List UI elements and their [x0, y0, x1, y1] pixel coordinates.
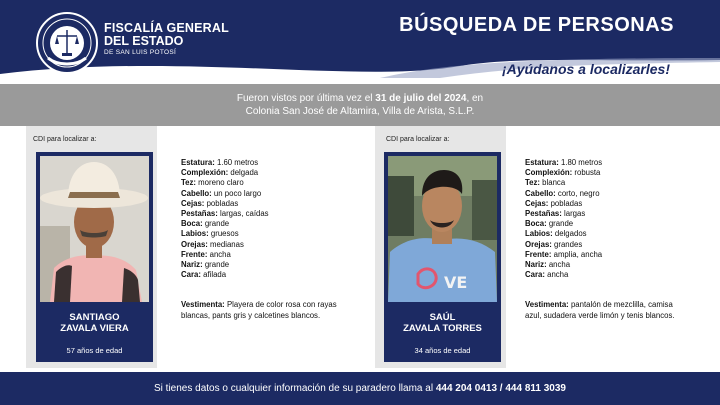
- trait-label: Cara:: [525, 270, 545, 280]
- person-name-1: [36, 312, 153, 334]
- svg-text:VE: VE: [444, 273, 468, 292]
- fiscalia-seal-logo: [36, 12, 98, 74]
- trait-value: robusta: [572, 168, 601, 178]
- trait-label: Pestañas:: [525, 209, 562, 219]
- trait-value: afilada: [200, 270, 227, 280]
- trait-label: Cabello:: [525, 188, 556, 198]
- person-age-1: 57 años de edad: [66, 346, 123, 355]
- trait-value: gruesos: [208, 229, 239, 239]
- trait-row: [181, 229, 269, 239]
- last-seen-date: 31 de julio del 2024: [375, 93, 467, 104]
- fiscalia-logo-text: [104, 22, 229, 57]
- trait-label: Complexión:: [181, 168, 229, 178]
- trait-value: 1.80 metros: [558, 158, 603, 167]
- trait-value: largas: [561, 209, 586, 219]
- trait-label: Frente:: [181, 249, 208, 259]
- trait-value: ancha: [207, 249, 231, 259]
- trait-label: Pestañas:: [181, 209, 218, 219]
- trait-row: [525, 219, 602, 229]
- trait-row: [181, 270, 269, 280]
- trait-row: [181, 240, 269, 250]
- person-traits-2: [525, 158, 602, 280]
- person-photo-1: [40, 156, 149, 302]
- trait-label: Orejas:: [525, 239, 552, 249]
- trait-label: Nariz:: [181, 260, 203, 270]
- trait-label: Cejas:: [181, 198, 205, 208]
- trait-label: Nariz:: [525, 260, 547, 270]
- cdi-label-2: CDI para localizar a:: [386, 136, 450, 143]
- seal-emblem-icon: [38, 14, 96, 72]
- logo-line-2: DEL ESTADO: [104, 34, 184, 48]
- tagline: ¡Ayúdanos a localizarles!: [501, 61, 670, 77]
- clothing-label: Vestimenta:: [181, 300, 225, 309]
- trait-row: [525, 270, 602, 280]
- trait-label: Frente:: [525, 249, 552, 259]
- trait-value: 1.60 metros: [214, 158, 259, 167]
- trait-value: blanca: [540, 178, 566, 188]
- last-seen-suffix: , en: [466, 93, 484, 104]
- trait-value: delgados: [552, 229, 587, 239]
- person-name-1-last: ZAVALA VIERA: [60, 323, 129, 334]
- last-seen-info: [0, 92, 720, 118]
- trait-value: pobladas: [204, 198, 239, 208]
- last-seen-location: Colonia San José de Altamira, Villa de Arista, S.L.P.: [245, 106, 475, 117]
- person-name-2-last: ZAVALA TORRES: [403, 323, 482, 334]
- trait-row: [525, 189, 602, 199]
- person-clothing-1: [181, 300, 337, 321]
- trait-value: delgada: [228, 168, 259, 178]
- clothing-line-2: azul, sudadera verde limón y tenis blancos.: [525, 310, 675, 320]
- trait-value: ancha: [544, 270, 569, 280]
- clothing-line-2: blancas, pants gris y calcetines blancos.: [181, 310, 321, 320]
- person-clothing-2: [525, 300, 675, 321]
- trait-row: [525, 209, 602, 219]
- trait-label: Boca:: [181, 219, 203, 229]
- trait-row: [181, 250, 269, 260]
- trait-row: [525, 178, 602, 188]
- trait-row: [181, 158, 269, 168]
- trait-label: Cejas:: [525, 198, 549, 208]
- clothing-line-1: Playera de color rosa con rayas: [224, 300, 337, 309]
- cdi-label-1: CDI para localizar a:: [33, 136, 97, 143]
- trait-row: [525, 260, 602, 270]
- trait-value: pobladas: [548, 198, 583, 208]
- trait-value: grande: [546, 219, 574, 229]
- trait-value: largas, caídas: [217, 209, 269, 219]
- trait-row: [181, 219, 269, 229]
- trait-row: [525, 229, 602, 239]
- trait-value: grande: [202, 219, 230, 229]
- trait-row: [181, 199, 269, 209]
- trait-value: un poco largo: [211, 188, 262, 198]
- trait-row: [525, 199, 602, 209]
- person-age-2: 34 años de edad: [414, 346, 471, 355]
- trait-value: grande: [202, 260, 230, 270]
- trait-value: medianas: [207, 239, 244, 249]
- trait-row: [181, 168, 269, 178]
- trait-value: moreno claro: [196, 178, 244, 188]
- logo-line-3: DE SAN LUIS POTOSÍ: [104, 49, 177, 56]
- trait-label: Tez:: [525, 178, 541, 188]
- trait-row: [525, 240, 602, 250]
- trait-value: amplia, ancha: [551, 249, 603, 259]
- person-photo-2: [388, 156, 497, 302]
- trait-label: Cara:: [181, 270, 201, 280]
- trait-row: [181, 209, 269, 219]
- trait-value: corto, negro: [555, 188, 600, 198]
- trait-label: Labios:: [181, 229, 209, 239]
- last-seen-prefix: Fueron vistos por última vez el: [236, 93, 373, 104]
- trait-label: Estatura:: [525, 158, 559, 167]
- contact-phones: 444 204 0413 / 444 811 3039: [435, 383, 566, 394]
- trait-label: Complexión:: [525, 168, 573, 178]
- trait-row: [525, 158, 602, 168]
- trait-label: Estatura:: [181, 158, 215, 167]
- person-name-2-first: SAÚL: [429, 312, 456, 323]
- person-traits-1: [181, 158, 269, 280]
- trait-label: Boca:: [525, 219, 547, 229]
- logo-line-1: FISCALÍA GENERAL: [104, 21, 229, 35]
- trait-row: [181, 260, 269, 270]
- trait-row: [525, 250, 602, 260]
- trait-label: Tez:: [181, 178, 197, 188]
- clothing-line-1: pantalón de mezclilla, camisa: [568, 300, 673, 309]
- trait-label: Orejas:: [181, 239, 208, 249]
- person-name-2: [384, 312, 501, 334]
- contact-prefix: Si tienes datos o cualquier información de su paradero llama al: [154, 383, 434, 394]
- trait-label: Labios:: [525, 229, 553, 239]
- trait-row: [181, 178, 269, 188]
- trait-row: [181, 189, 269, 199]
- clothing-label: Vestimenta:: [525, 300, 569, 309]
- person-name-1-first: SANTIAGO: [69, 312, 120, 323]
- trait-value: grandes: [551, 239, 583, 249]
- trait-value: ancha: [546, 260, 571, 270]
- trait-label: Cabello:: [181, 188, 212, 198]
- contact-info: [0, 383, 720, 394]
- trait-row: [525, 168, 602, 178]
- page-title: BÚSQUEDA DE PERSONAS: [399, 14, 674, 36]
